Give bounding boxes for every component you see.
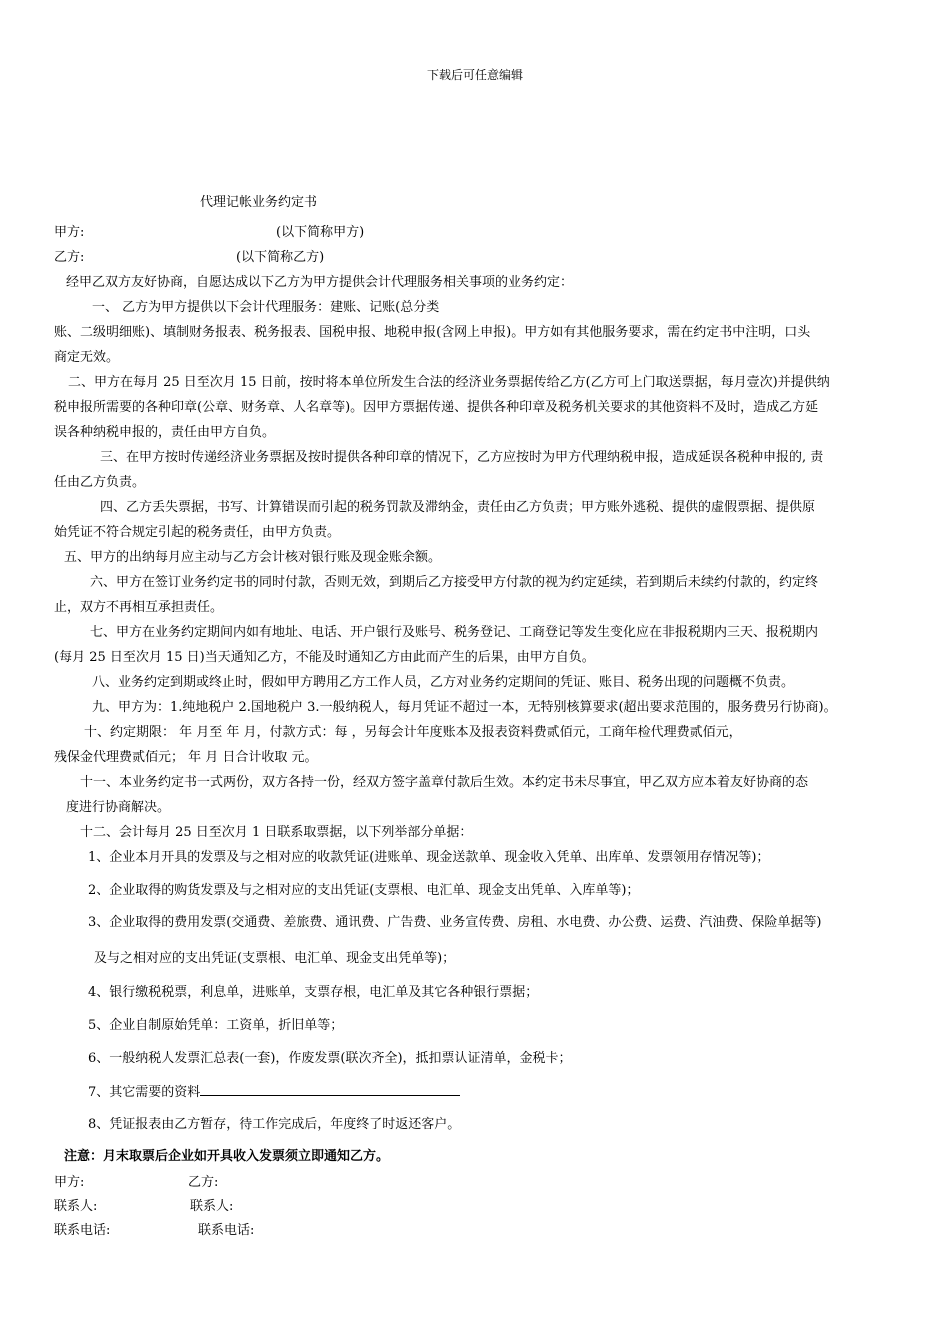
header-note: 下载后可任意编辑: [426, 68, 523, 82]
notice-text: 注意：月末取票后企业如开具收入发票须立即通知乙方。: [64, 1149, 390, 1164]
clause-3-line-1: 三、在甲方按时传递经济业务票据及按时提供各种印章的情况下，乙方应按时为甲方代理纳税申报，造成延误各税种申报的, 责: [100, 450, 824, 465]
clause-8-line-1: 八、业务约定到期或终止时，假如甲方聘用乙方工作人员，乙方对业务约定期间的凭证、账目、税务出现的问题概不负责。: [92, 675, 795, 690]
doc-item-4: 4、银行缴税税票，利息单，进账单，支票存根，电汇单及其它各种银行票据；: [88, 985, 539, 1000]
clause-1-line-1: 一、 乙方为甲方提供以下会计代理服务：建账、记账(总分类: [92, 300, 440, 315]
doc-item-5: 5、企业自制原始凭单：工资单，折旧单等；: [88, 1018, 344, 1033]
party-b-note: (以下简称乙方): [236, 250, 325, 265]
doc-item-3-continued: 及与之相对应的支出凭证(支票根、电汇单、现金支出凭单等)；: [94, 951, 456, 966]
doc-item-1: 1、企业本月开具的发票及与之相对应的收款凭证(进账单、现金送款单、现金收入凭单、出库单、发票领用存情况等)；: [88, 850, 770, 865]
clause-11-line-2: 度进行协商解决。: [66, 800, 171, 815]
document-title: 代理记帐业务约定书: [200, 195, 318, 210]
doc-item-8: 8、凭证报表由乙方暂存，待工作完成后，年度终了时返还客户。: [88, 1117, 461, 1132]
clause-6-line-2: 止，双方不再相互承担责任。: [54, 600, 224, 615]
clause-9-line-1: 九、甲方为：1.纯地税户 2.国地税户 3.一般纳税人，每月凭证不超过一本，无特别核算要求(超出要求范围的，服务费另行协商)。: [92, 700, 837, 715]
clause-2-line-1: 二、甲方在每月 25 日至次月 15 日前，按时将本单位所发生合法的经济业务票据传给乙方(乙方可上门取送票据，每月壹次)并提供纳: [68, 375, 830, 390]
phone-a-label: 联系电话:: [54, 1223, 111, 1238]
clause-4-line-1: 四、乙方丢失票据，书写、计算错误而引起的税务罚款及滞纳金，责任由乙方负责；甲方账外逃税、提供的虚假票据、提供原: [100, 500, 816, 515]
clause-11-line-1: 十一、本业务约定书一式两份，双方各持一份，经双方签字盖章付款后生效。本约定书未尽事宜，甲乙双方应本着友好协商的态: [80, 775, 809, 790]
contact-a-label: 联系人:: [54, 1199, 98, 1214]
clause-1-line-3: 商定无效。: [54, 350, 120, 365]
clause-2-line-3: 误各种纳税申报的，责任由甲方自负。: [54, 425, 276, 440]
party-a-label: 甲方:: [54, 225, 85, 240]
clause-7-line-2: (每月 25 日至次月 15 日)当天通知乙方，不能及时通知乙方由此而产生的后果，由甲方自负。: [54, 650, 595, 665]
clause-3-line-2: 任由乙方负责。: [54, 475, 146, 490]
clause-6-line-1: 六、甲方在签订业务约定书的同时付款，否则无效，到期后乙方接受甲方付款的视为约定延续，若到期后未续约付款的，约定终: [90, 575, 819, 590]
clause-10-line-2: 残保金代理费贰佰元； 年 月 日合计收取 元。: [54, 750, 318, 765]
clause-1-line-2: 账、二级明细账)、填制财务报表、税务报表、国税申报、地税申报(含网上申报)。甲方如有其他服务要求，需在约定书中注明，口头: [54, 325, 811, 340]
party-b-label: 乙方:: [54, 250, 85, 265]
contact-b-label: 联系人:: [190, 1199, 234, 1214]
intro-paragraph: 经甲乙双方友好协商，自愿达成以下乙方为甲方提供会计代理服务相关事项的业务约定：: [66, 275, 574, 290]
clause-7-line-1: 七、甲方在业务约定期间内如有地址、电话、开户银行及账号、税务登记、工商登记等发生变化应在非报税期内三天、报税期内: [90, 625, 819, 640]
doc-item-7-label: 7、其它需要的资料: [88, 1085, 201, 1100]
doc-item-3: 3、企业取得的费用发票(交通费、差旅费、通讯费、广告费、业务宣传费、房租、水电费、办公费、运费、汽油费、保险单据等): [88, 915, 822, 930]
doc-item-6: 6、一般纳税人发票汇总表(一套)，作废发票(联次齐全)，抵扣票认证清单，金税卡；: [88, 1051, 572, 1066]
party-a-note: (以下简称甲方): [276, 225, 365, 240]
clause-5-line-1: 五、甲方的出纳每月应主动与乙方会计核对银行账及现金账余额。: [64, 550, 442, 565]
sign-party-a-label: 甲方:: [54, 1175, 85, 1190]
doc-item-7: [88, 1083, 460, 1102]
clause-12-line-1: 十二、会计每月 25 日至次月 1 日联系取票据，以下列举部分单据：: [80, 825, 473, 840]
clause-4-line-2: 始凭证不符合规定引起的税务责任，由甲方负责。: [54, 525, 341, 540]
doc-item-7-blank-line: [200, 1083, 460, 1096]
phone-b-label: 联系电话:: [198, 1223, 255, 1238]
clause-2-line-2: 税申报所需要的各种印章(公章、财务章、人名章等)。因甲方票据传递、提供各种印章及税务机关要求的其他资料不及时，造成乙方延: [54, 400, 819, 415]
doc-item-2: 2、企业取得的购货发票及与之相对应的支出凭证(支票根、电汇单、现金支出凭单、入库单等)；: [88, 883, 640, 898]
clause-10-line-1: 十、约定期限： 年 月至 年 月，付款方式：每 ，另每会计年度账本及报表资料费贰佰元，工商年检代理费贰佰元，: [84, 725, 742, 740]
sign-party-b-label: 乙方:: [188, 1175, 219, 1190]
